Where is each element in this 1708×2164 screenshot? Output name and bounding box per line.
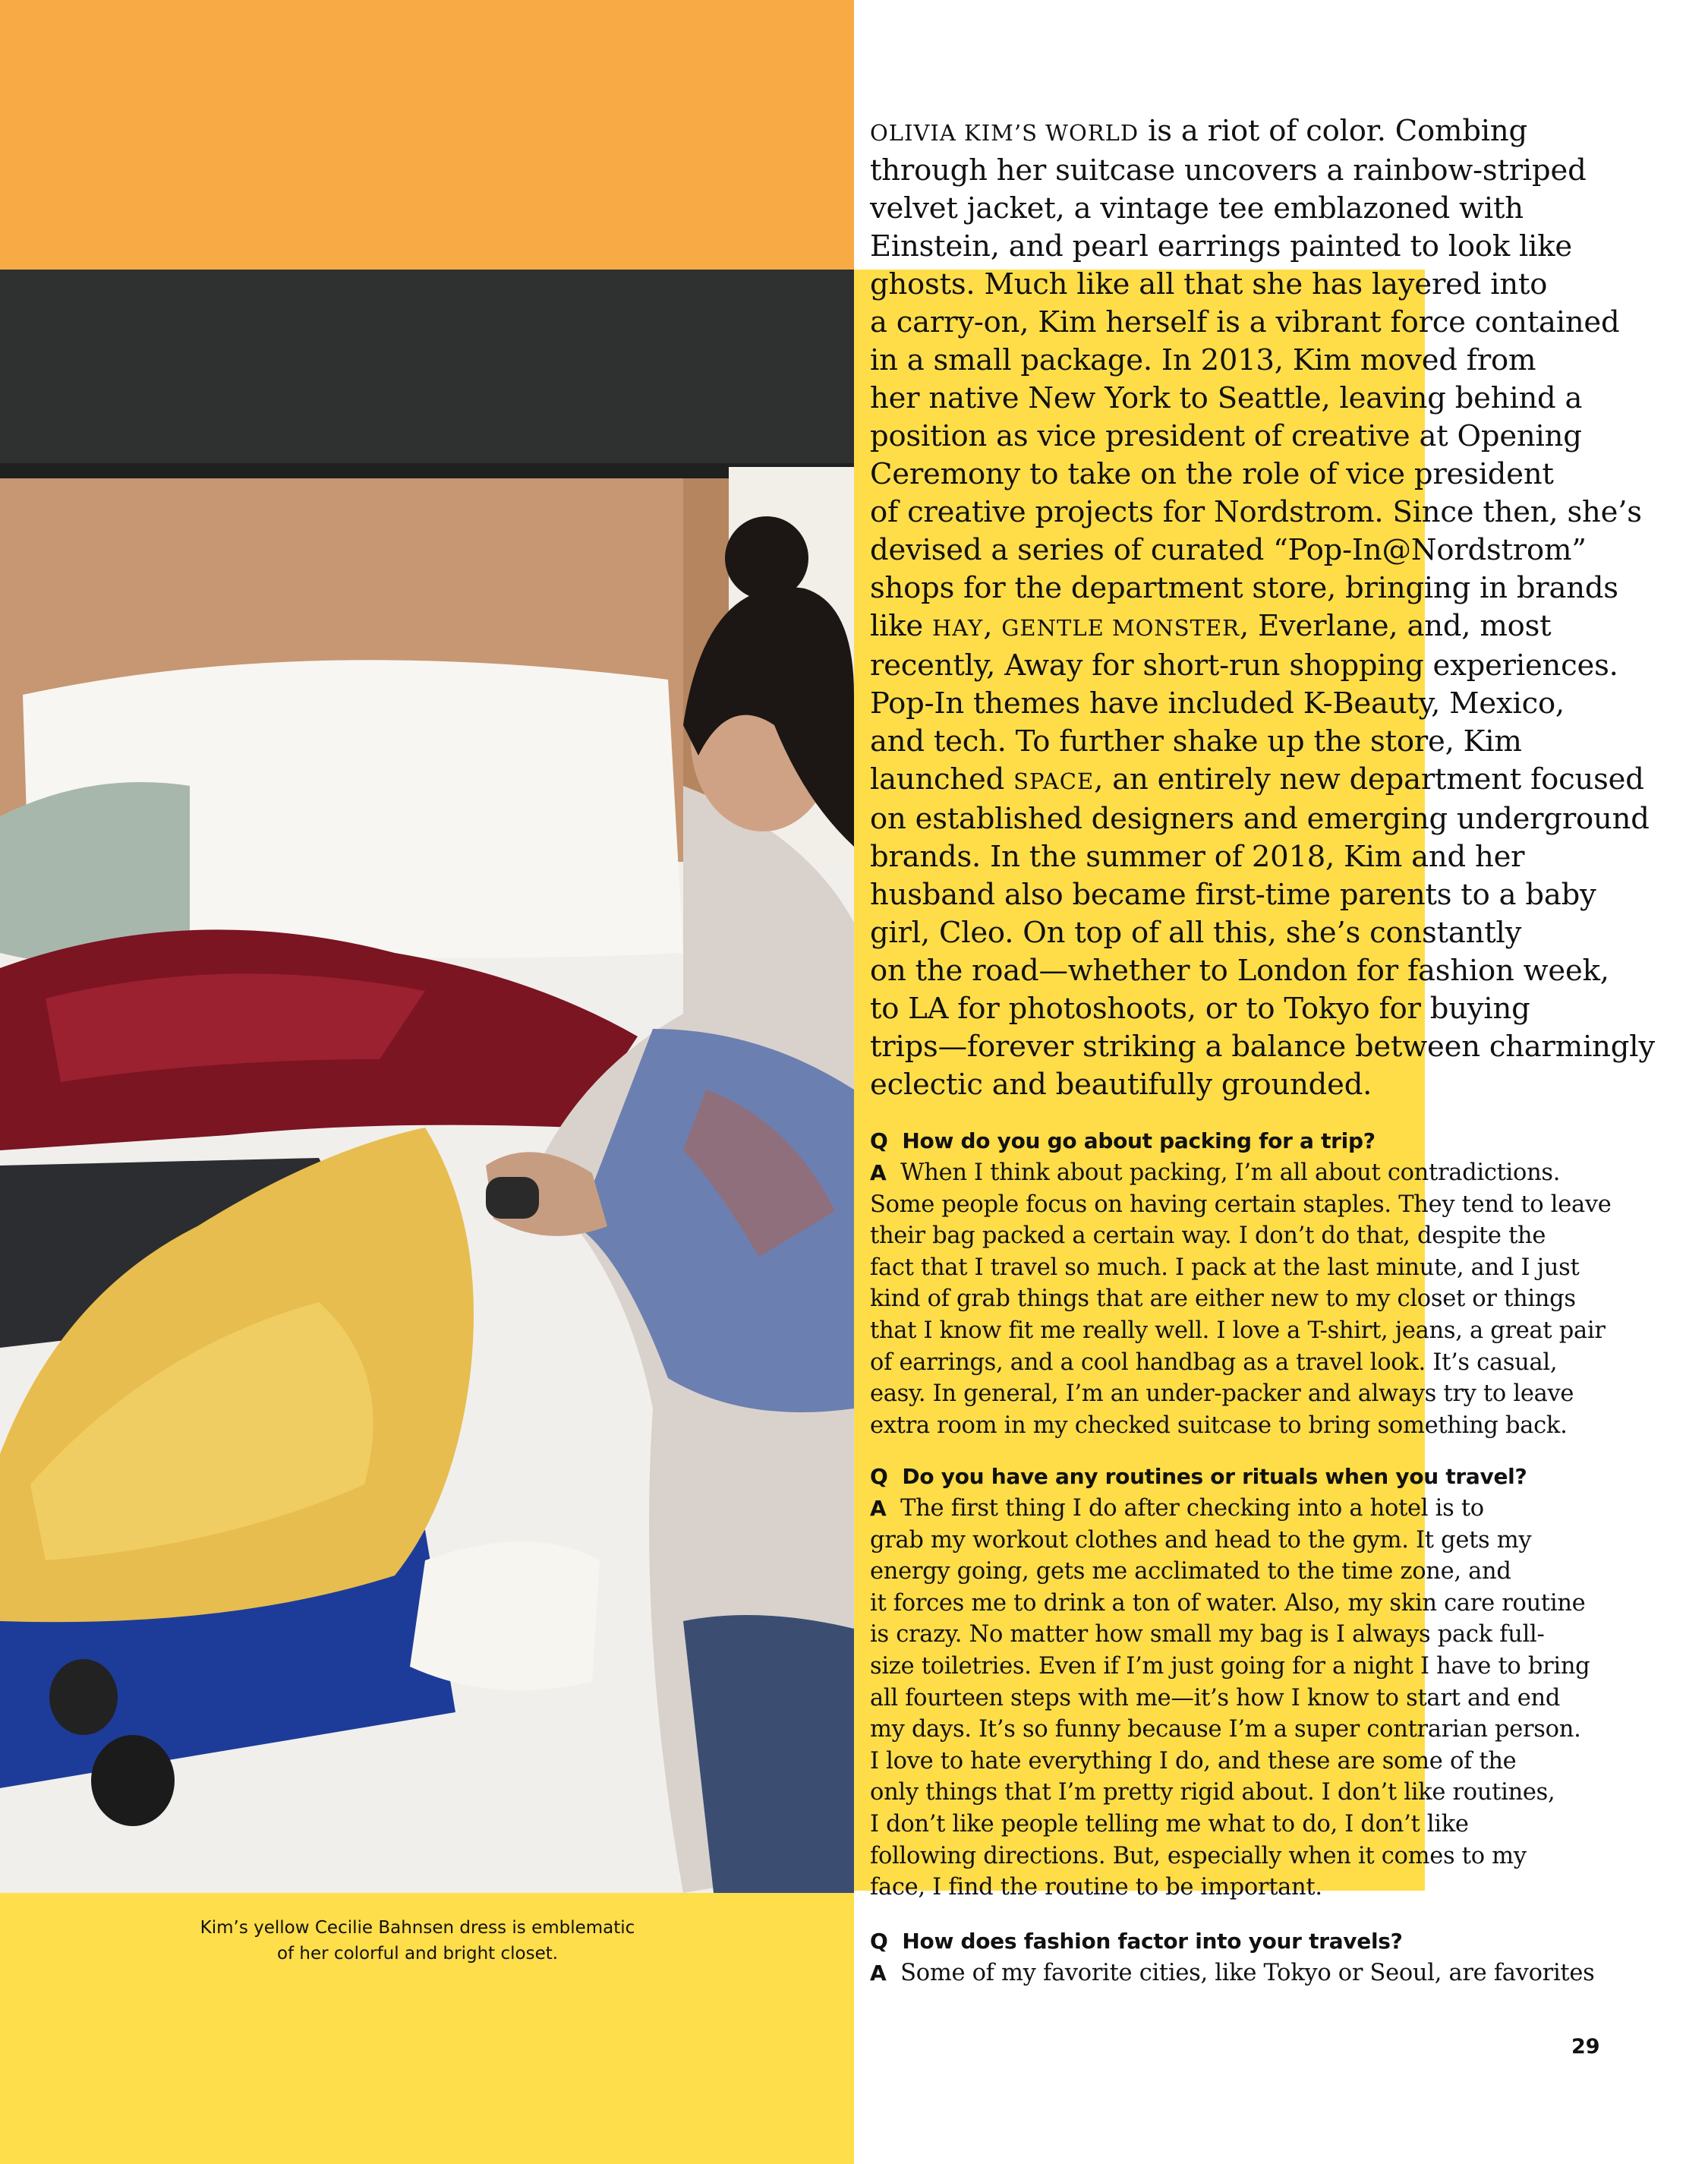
answer-line: easy. In general, I’m an under-packer and always try to leave [870,1380,1574,1408]
answer-line: their bag packed a certain way. I don’t do that, despite the [870,1222,1546,1250]
answer-line: extra room in my checked suitcase to bring something back. [870,1412,1568,1439]
answer-line: Some people focus on having certain staples. They tend to leave [870,1191,1612,1218]
intro-line: recently, Away for short-run shopping experiences. [870,648,1618,683]
photo-caption [152,1915,683,1967]
intro-line: through her suitcase uncovers a rainbow-striped [870,153,1587,188]
answer [870,1493,1705,1904]
answer-line: following directions. But, especially when it comes to my [870,1842,1527,1869]
intro-line: velvet jacket, a vintage tee emblazoned with [870,191,1524,226]
intro-line: on established designers and emerging underground [870,802,1650,836]
intro-line: to LA for photoshoots, or to Tokyo for buying [870,992,1530,1026]
answer-line: kind of grab things that are either new to my closet or things [870,1285,1576,1313]
qa-block [870,1461,1705,1904]
brand-smallcaps: SPACE [1013,768,1095,794]
question: Q How do you go about packing for a trip? [870,1128,1376,1153]
intro-line: ghosts. Much like all that she has layered into [870,267,1548,301]
answer [870,1957,1705,1989]
answer-line: A Some of my favorite cities, like Tokyo or Seoul, are favorites [870,1960,1595,1986]
answer-line: I love to hate everything I do, and these are some of the [870,1747,1517,1774]
intro-line: Pop-In themes have included K-Beauty, Mexico, [870,686,1565,721]
name-smallcaps: OLIVIA KIM’S WORLD [870,120,1139,146]
answer [870,1157,1705,1441]
intro-line: Ceremony to take on the role of vice president [870,457,1554,491]
orange-color-block [0,0,854,270]
intro-line: devised a series of curated “Pop-In@Nordstrom” [870,533,1587,567]
qa-block [870,1125,1705,1441]
answer-line: that I know fit me really well. I love a T-shirt, jeans, a great pair [870,1317,1606,1344]
intro-line: in a small package. In 2013, Kim moved from [870,343,1536,377]
intro-line: husband also became first-time parents to a baby [870,878,1596,912]
answer-line: A The first thing I do after checking into a hotel is to [870,1495,1484,1522]
brand-smallcaps: GENTLE MONSTER [1001,615,1240,641]
answer-line: A When I think about packing, I’m all about contradictions. [870,1159,1561,1186]
answer-line: is crazy. No matter how small my bag is I always pack full- [870,1621,1545,1648]
photo-woman-packing-suitcase [0,270,854,1893]
page-number: 29 [1571,2035,1600,2058]
answer-line: face, I find the routine to be important. [870,1874,1322,1901]
intro-paragraph [870,112,1705,1104]
intro-line: girl, Cleo. On top of all this, she’s constantly [870,916,1522,950]
answer-line: energy going, gets me acclimated to the time zone, and [870,1558,1511,1585]
intro-line: brands. In the summer of 2018, Kim and her [870,840,1525,874]
intro-line: on the road—whether to London for fashion week, [870,954,1609,988]
answer-line: size toiletries. Even if I’m just going for a night I have to bring [870,1652,1590,1680]
answer-line: of earrings, and a cool handbag as a travel look. It’s casual, [870,1349,1558,1376]
intro-line: trips—forever striking a balance between charmingly [870,1030,1655,1064]
intro-line: shops for the department store, bringing in brands [870,571,1618,605]
question: Q Do you have any routines or rituals when you travel? [870,1464,1527,1489]
answer-line: fact that I travel so much. I pack at the last minute, and I just [870,1254,1580,1281]
intro-line: Einstein, and pearl earrings painted to look like [870,229,1572,263]
intro-line: her native New York to Seattle, leaving behind a [870,381,1583,415]
intro-line: launched SPACE, an entirely new department focused [870,762,1644,797]
answer-line: only things that I’m pretty rigid about. I don’t like routines, [870,1779,1555,1806]
answer-line: my days. It’s so funny because I’m a super contrarian person. [870,1716,1581,1743]
intro-line: position as vice president of creative at Opening [870,419,1582,453]
intro-line: of creative projects for Nordstrom. Since then, she’s [870,495,1642,529]
intro-line: OLIVIA KIM’S WORLD is a riot of color. Combing [870,114,1527,148]
answer-line: I don’t like people telling me what to do, I don’t like [870,1810,1469,1838]
answer-line: all fourteen steps with me—it’s how I know to start and end [870,1684,1561,1711]
question: Q How does fashion factor into your travels? [870,1929,1403,1954]
caption-line: of her colorful and bright closet. [276,1944,559,1964]
intro-line: a carry-on, Kim herself is a vibrant force contained [870,305,1620,339]
answer-line: it forces me to drink a ton of water. Also, my skin care routine [870,1589,1586,1617]
qa-block [870,1926,1705,1989]
caption-line: Kim’s yellow Cecilie Bahnsen dress is emblematic [200,1918,635,1938]
intro-line: like HAY, GENTLE MONSTER, Everlane, and, most [870,609,1552,643]
answer-line: grab my workout clothes and head to the gym. It gets my [870,1526,1532,1554]
intro-line: and tech. To further shake up the store, Kim [870,724,1522,759]
brand-smallcaps: HAY [931,615,984,641]
intro-line: eclectic and beautifully grounded. [870,1068,1372,1102]
